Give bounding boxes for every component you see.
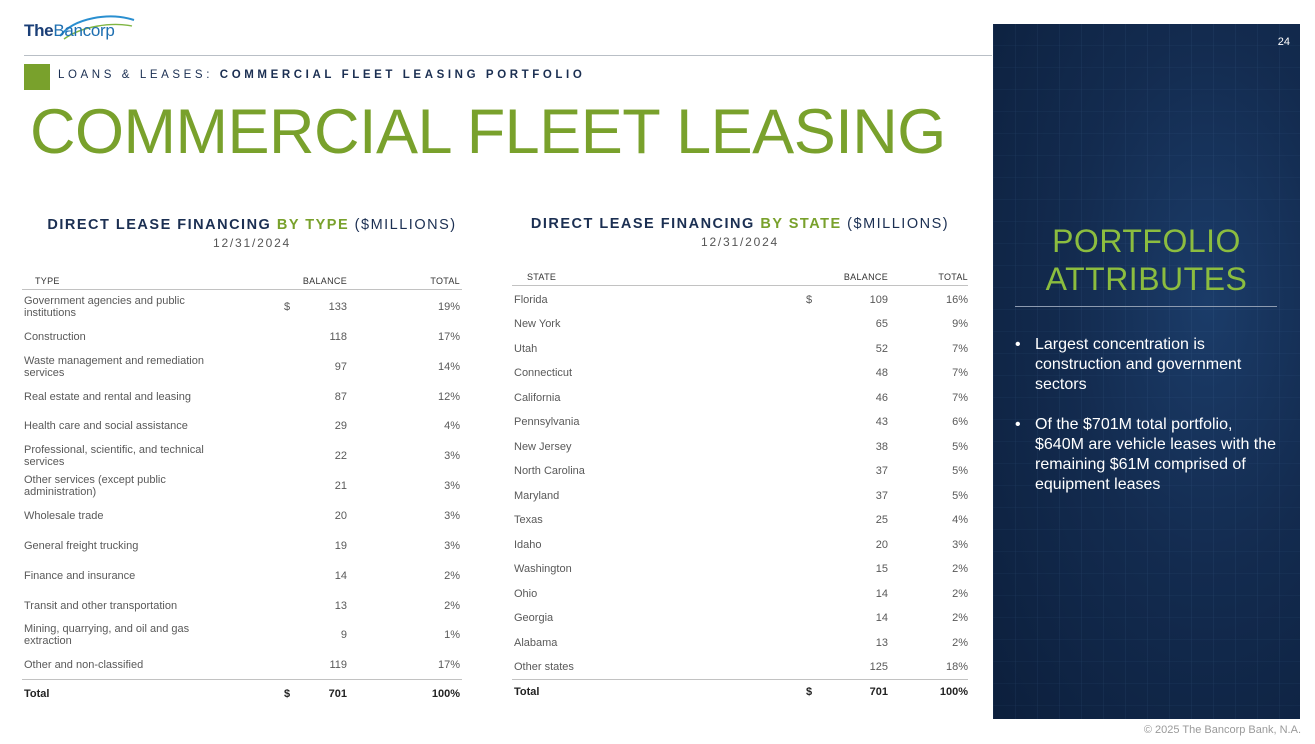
row-percent: 16% [945, 294, 968, 306]
section-label-prefix: LOANS & LEASES: [58, 69, 220, 81]
row-percent: 7% [952, 342, 968, 355]
row-label: Transit and other transportation [24, 599, 178, 612]
row-label: Washington [514, 563, 572, 576]
row-balance: 29 [334, 420, 347, 433]
row-label: Pennsylvania [514, 416, 580, 429]
table-row [24, 444, 464, 468]
table-row [24, 623, 464, 647]
row-percent: 2% [952, 587, 968, 600]
row-percent: 6% [952, 416, 968, 429]
header-rule [512, 285, 968, 286]
table-row [514, 606, 970, 630]
row-label: Other services (except public administration) [24, 474, 166, 499]
row-percent: 12% [437, 390, 460, 403]
section-marker [24, 64, 50, 90]
table-row [514, 288, 970, 312]
logo-bancorp: Bancorp [53, 21, 115, 40]
row-label: Georgia [514, 612, 554, 625]
table-row [514, 631, 970, 655]
row-percent: 7% [952, 391, 968, 404]
row-label: New York [514, 318, 561, 331]
section-label-name: COMMERCIAL FLEET LEASING PORTFOLIO [219, 69, 586, 81]
table-row [514, 582, 970, 606]
table-row [514, 410, 970, 434]
row-percent: 5% [952, 489, 968, 502]
row-percent: 3% [444, 539, 460, 552]
table-row [514, 557, 970, 581]
row-balance: 125 [869, 661, 888, 674]
panel-title-line1: PORTFOLIO [1052, 223, 1241, 259]
section-label [58, 69, 585, 81]
row-balance: 52 [875, 342, 888, 355]
table-row [24, 474, 464, 498]
panel-divider [1015, 306, 1277, 307]
row-balance: 9 [340, 629, 347, 642]
row-dollar: $ [806, 294, 813, 306]
logo-the: The [24, 21, 54, 40]
row-label: Maryland [514, 489, 560, 502]
total-rule [512, 679, 968, 680]
state-heading-unit: ($MILLIONS) [847, 216, 950, 232]
total-label: Total [514, 686, 540, 698]
row-balance: 38 [875, 440, 888, 453]
row-label: Wholesale trade [24, 509, 104, 522]
row-balance: 37 [875, 489, 888, 502]
row-percent: 14% [437, 360, 460, 373]
row-percent: 2% [444, 599, 460, 612]
row-balance: 118 [329, 330, 347, 343]
total-percent: 100% [431, 688, 460, 700]
logo-wordmark [24, 21, 115, 41]
row-label: Mining, quarrying, and oil and gas extraction [24, 623, 190, 648]
row-percent: 7% [952, 367, 968, 380]
table-row [24, 414, 464, 438]
row-balance: 133 [328, 301, 347, 313]
row-percent: 5% [952, 465, 968, 478]
table-row [24, 325, 464, 349]
type-table-heading [22, 217, 482, 250]
row-balance: 22 [334, 450, 347, 463]
state-heading-main: DIRECT LEASE FINANCING [530, 216, 755, 232]
state-table-date: 12/31/2024 [700, 235, 780, 249]
row-label: Real estate and rental and leasing [24, 390, 191, 403]
row-balance: 65 [875, 318, 888, 331]
table-row [514, 655, 970, 679]
row-label: Finance and insurance [24, 569, 136, 582]
total-balance: 701 [328, 688, 347, 700]
total-dollar: $ [284, 688, 291, 700]
row-label: Connecticut [514, 367, 573, 380]
row-label: Other states [514, 661, 574, 674]
page-number: 24 [1277, 36, 1290, 48]
state-heading-accent: BY STATE [760, 216, 842, 232]
row-balance: 43 [875, 416, 888, 429]
total-balance: 701 [869, 686, 888, 698]
row-label: Waste management and remediation services [24, 354, 204, 379]
table-row [514, 459, 970, 483]
row-label: Construction [24, 330, 86, 343]
type-table-date: 12/31/2024 [212, 236, 292, 250]
table-row [514, 361, 970, 385]
column-header-balance: BALANCE [843, 272, 888, 282]
row-dollar: $ [284, 301, 291, 313]
row-label: Professional, scientific, and technical services [24, 444, 204, 469]
row-balance: 13 [875, 636, 888, 649]
row-percent: 2% [952, 563, 968, 576]
row-balance: 15 [875, 563, 888, 576]
row-balance: 20 [334, 509, 347, 522]
row-label: Health care and social assistance [24, 420, 188, 433]
row-balance: 14 [875, 612, 888, 625]
bancorp-logo [24, 14, 134, 50]
row-percent: 19% [437, 301, 460, 313]
row-percent: 18% [945, 661, 968, 674]
row-label: New Jersey [514, 440, 572, 453]
total-row [24, 688, 464, 704]
type-heading-accent: BY TYPE [276, 217, 350, 233]
table-row [24, 594, 464, 618]
column-header-total: TOTAL [938, 272, 968, 282]
page-title: COMMERCIAL FLEET LEASING [30, 97, 946, 167]
row-percent: 4% [952, 514, 968, 527]
copyright: © 2025 The Bancorp Bank, N.A. [1143, 724, 1301, 736]
row-balance: 37 [875, 465, 888, 478]
total-dollar: $ [806, 686, 813, 698]
portfolio-attributes-panel [993, 24, 1300, 719]
row-percent: 9% [952, 318, 968, 331]
total-row [514, 686, 970, 702]
row-balance: 97 [334, 360, 347, 373]
row-balance: 25 [875, 514, 888, 527]
table-row [514, 533, 970, 557]
total-label: Total [24, 688, 50, 700]
row-percent: 3% [444, 450, 460, 463]
row-balance: 13 [334, 599, 347, 612]
row-label: General freight trucking [24, 539, 139, 552]
row-balance: 46 [875, 391, 888, 404]
row-balance: 20 [875, 538, 888, 551]
table-row [514, 386, 970, 410]
type-heading-unit: ($MILLIONS) [354, 217, 457, 233]
row-label: Idaho [514, 538, 542, 551]
row-label: Utah [514, 342, 538, 355]
table-row [24, 504, 464, 528]
total-percent: 100% [939, 686, 968, 698]
panel-title-line2: ATTRIBUTES [1045, 261, 1248, 297]
column-header-balance: BALANCE [302, 276, 347, 286]
attribute-bullet: • Of the $701M total portfolio, $640M are vehicle leases with the remaining $61M comprised of equipment leases [1015, 415, 1285, 495]
header-divider [24, 55, 992, 56]
row-percent: 3% [444, 480, 460, 493]
row-percent: 2% [444, 569, 460, 582]
row-balance: 119 [329, 659, 347, 672]
row-percent: 17% [437, 330, 460, 343]
panel-title [993, 222, 1300, 298]
row-percent: 17% [437, 659, 460, 672]
row-percent: 5% [952, 440, 968, 453]
table-row [514, 484, 970, 508]
column-header-total: TOTAL [430, 276, 460, 286]
row-balance: 48 [875, 367, 888, 380]
row-balance: 109 [869, 294, 888, 306]
row-percent: 1% [444, 629, 460, 642]
row-balance: 14 [875, 587, 888, 600]
table-row [24, 355, 464, 379]
row-label: Texas [514, 514, 543, 527]
column-header-label: STATE [527, 272, 557, 282]
row-percent: 4% [444, 420, 460, 433]
row-label: Other and non-classified [24, 659, 144, 672]
row-balance: 14 [334, 569, 347, 582]
state-table-heading [510, 216, 970, 249]
row-label: North Carolina [514, 465, 585, 478]
table-row [514, 435, 970, 459]
table-row [24, 385, 464, 409]
type-heading-main: DIRECT LEASE FINANCING [47, 217, 272, 233]
row-percent: 2% [952, 636, 968, 649]
attribute-bullets [1015, 335, 1285, 515]
table-row [514, 337, 970, 361]
table-row [24, 534, 464, 558]
header-rule [22, 289, 462, 290]
table-row [24, 564, 464, 588]
table-row [514, 312, 970, 336]
row-percent: 2% [952, 612, 968, 625]
table-row [24, 295, 464, 319]
row-label: Alabama [514, 636, 558, 649]
row-label: Florida [514, 294, 548, 306]
row-label: Government agencies and public institutions [24, 295, 185, 319]
row-label: California [514, 391, 561, 404]
row-percent: 3% [444, 509, 460, 522]
row-percent: 3% [952, 538, 968, 551]
table-row [24, 653, 464, 677]
total-rule [22, 679, 462, 680]
column-header-label: TYPE [35, 276, 60, 286]
table-row [514, 508, 970, 532]
attribute-bullet: • Largest concentration is construction and government sectors [1015, 335, 1285, 395]
row-balance: 87 [334, 390, 347, 403]
row-balance: 19 [334, 539, 347, 552]
row-label: Ohio [514, 587, 538, 600]
row-balance: 21 [334, 480, 347, 493]
